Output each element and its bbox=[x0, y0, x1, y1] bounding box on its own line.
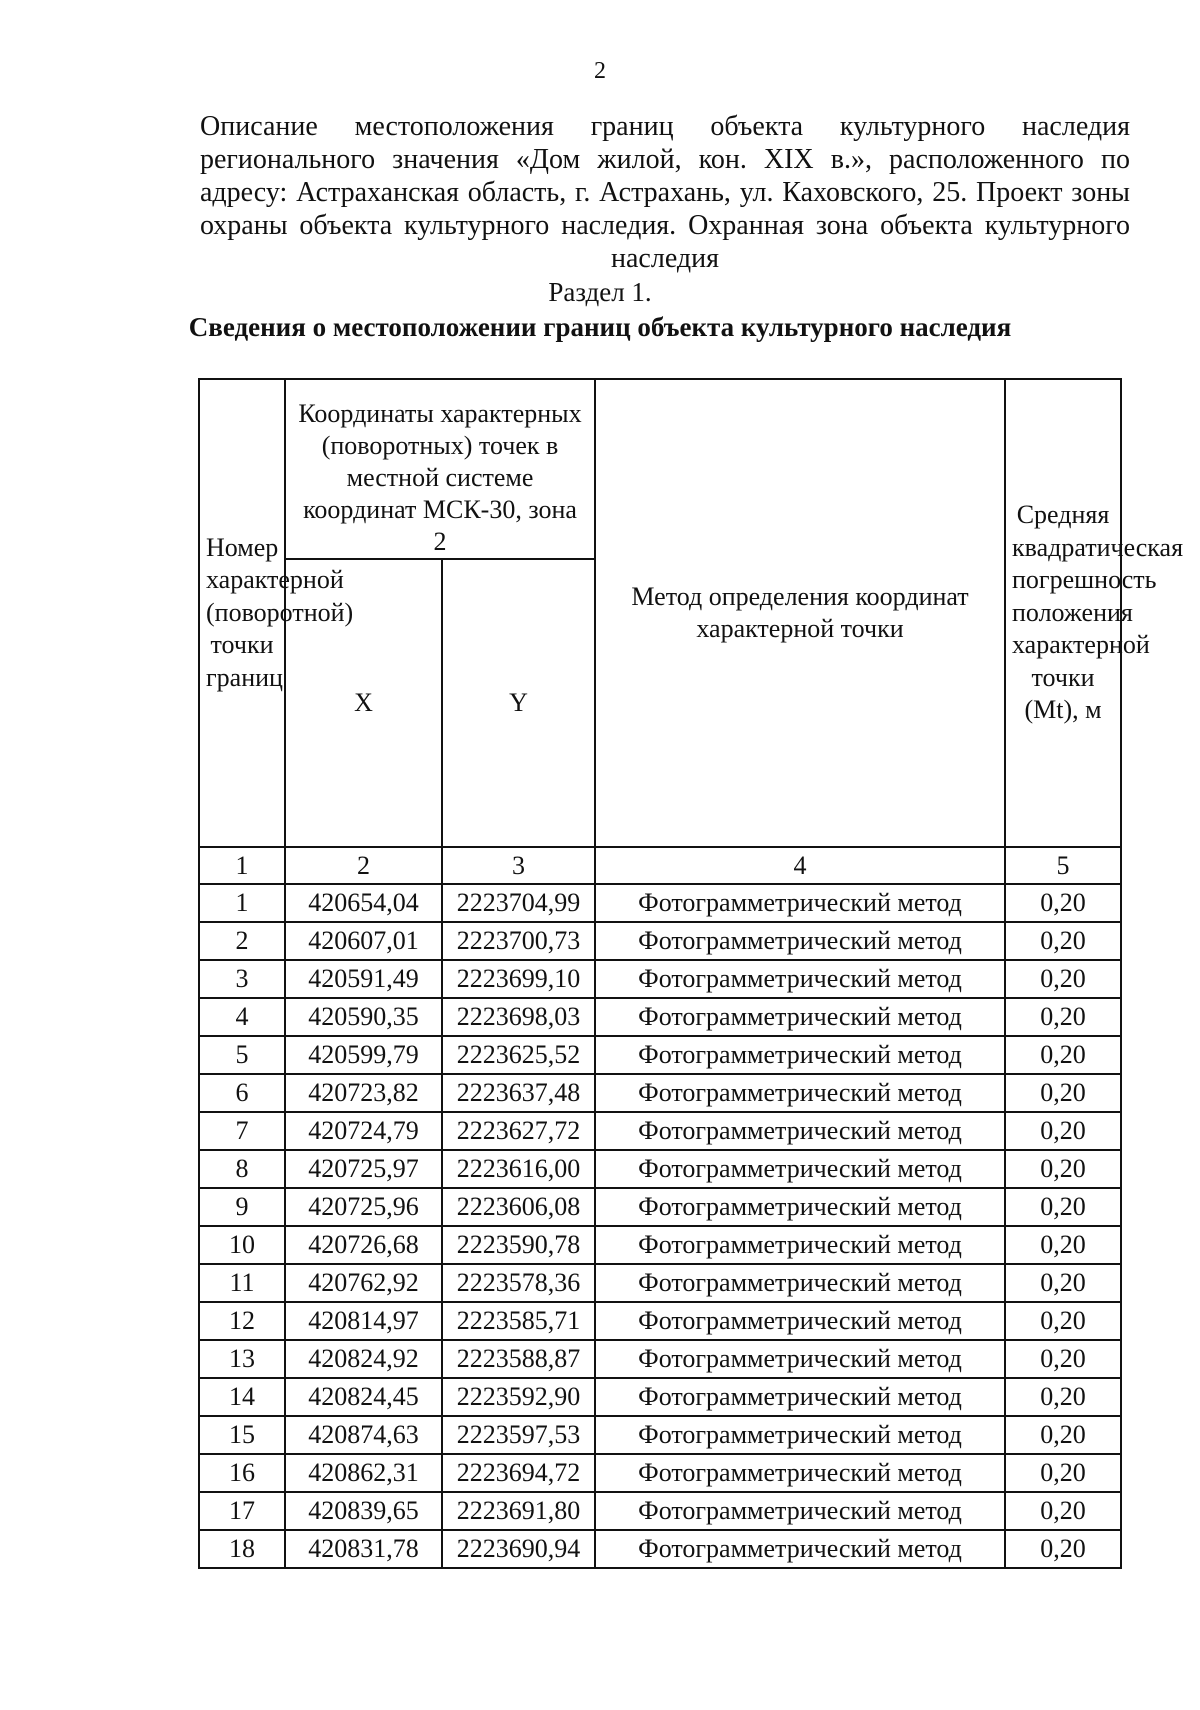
header-coordinates-text: Координаты характерных (поворотных) точек в местной системе координат МСК-30, зона 2 bbox=[298, 399, 582, 556]
x-coordinate-cell: 420590,35 bbox=[285, 998, 442, 1036]
point-number-cell: 6 bbox=[199, 1074, 285, 1112]
point-number-cell: 7 bbox=[199, 1112, 285, 1150]
y-coordinate-cell: 2223606,08 bbox=[442, 1188, 595, 1226]
error-cell: 0,20 bbox=[1005, 1454, 1121, 1492]
error-cell: 0,20 bbox=[1005, 1188, 1121, 1226]
error-cell: 0,20 bbox=[1005, 1074, 1121, 1112]
table-row bbox=[199, 1036, 1121, 1074]
section-heading: Раздел 1. bbox=[548, 277, 652, 307]
point-number-cell: 3 bbox=[199, 960, 285, 998]
x-coordinate-cell: 420874,63 bbox=[285, 1416, 442, 1454]
y-coordinate-cell: 2223699,10 bbox=[442, 960, 595, 998]
method-cell: Фотограмметрический метод bbox=[595, 1302, 1005, 1340]
coordinates-table bbox=[198, 378, 1184, 1569]
x-coordinate-cell: 420724,79 bbox=[285, 1112, 442, 1150]
method-cell: Фотограмметрический метод bbox=[595, 1074, 1005, 1112]
column-number: 4 bbox=[595, 847, 1005, 884]
table-row bbox=[199, 1226, 1121, 1264]
method-cell: Фотограмметрический метод bbox=[595, 1036, 1005, 1074]
method-cell: Фотограмметрический метод bbox=[595, 1226, 1005, 1264]
point-number-cell: 10 bbox=[199, 1226, 285, 1264]
document-title: Описание местоположения границ объекта культурного наследия регионального значения «Дом жилой, кон. XIX в.», расположенного по адресу: Астраханская область, г. Астрахань, ул. Каховского, 25. Проект зоны охраны объекта культурного наследия. Охранная зона объекта культурного наследия bbox=[200, 111, 1130, 274]
table-row bbox=[199, 960, 1121, 998]
method-cell: Фотограмметрический метод bbox=[595, 1264, 1005, 1302]
point-number-cell: 18 bbox=[199, 1530, 285, 1568]
x-coordinate-cell: 420725,97 bbox=[285, 1150, 442, 1188]
y-coordinate-cell: 2223700,73 bbox=[442, 922, 595, 960]
table-row bbox=[199, 1530, 1121, 1568]
header-coordinates bbox=[285, 379, 595, 559]
x-coordinate-cell: 420599,79 bbox=[285, 1036, 442, 1074]
method-cell: Фотограмметрический метод bbox=[595, 1492, 1005, 1530]
error-cell: 0,20 bbox=[1005, 1264, 1121, 1302]
method-cell: Фотограмметрический метод bbox=[595, 884, 1005, 922]
y-coordinate-cell: 2223704,99 bbox=[442, 884, 595, 922]
point-number-cell: 2 bbox=[199, 922, 285, 960]
header-error bbox=[1005, 379, 1184, 847]
point-number-cell: 5 bbox=[199, 1036, 285, 1074]
x-coordinate-cell: 420725,96 bbox=[285, 1188, 442, 1226]
x-coordinate-cell: 420862,31 bbox=[285, 1454, 442, 1492]
y-coordinate-cell: 2223616,00 bbox=[442, 1150, 595, 1188]
y-coordinate-cell: 2223627,72 bbox=[442, 1112, 595, 1150]
method-cell: Фотограмметрический метод bbox=[595, 1150, 1005, 1188]
header-point-number bbox=[199, 379, 354, 847]
method-cell: Фотограмметрический метод bbox=[595, 1340, 1005, 1378]
error-cell: 0,20 bbox=[1005, 1416, 1121, 1454]
column-number: 5 bbox=[1005, 847, 1121, 884]
point-number-cell: 12 bbox=[199, 1302, 285, 1340]
point-number-cell: 9 bbox=[199, 1188, 285, 1226]
point-number-cell: 16 bbox=[199, 1454, 285, 1492]
header-point-number-text: Номер характерной (поворотной) точки границ bbox=[206, 532, 354, 692]
header-y: Y bbox=[442, 559, 595, 847]
y-coordinate-cell: 2223578,36 bbox=[442, 1264, 595, 1302]
table-header-row bbox=[199, 379, 1121, 559]
error-cell: 0,20 bbox=[1005, 1340, 1121, 1378]
point-number-cell: 15 bbox=[199, 1416, 285, 1454]
x-coordinate-cell: 420824,45 bbox=[285, 1378, 442, 1416]
error-cell: 0,20 bbox=[1005, 1302, 1121, 1340]
table-row bbox=[199, 1416, 1121, 1454]
table-row bbox=[199, 1492, 1121, 1530]
table-row bbox=[199, 1074, 1121, 1112]
point-number-cell: 1 bbox=[199, 884, 285, 922]
y-coordinate-cell: 2223698,03 bbox=[442, 998, 595, 1036]
point-number-cell: 11 bbox=[199, 1264, 285, 1302]
column-number: 2 bbox=[285, 847, 442, 884]
method-cell: Фотограмметрический метод bbox=[595, 1454, 1005, 1492]
table-row bbox=[199, 1264, 1121, 1302]
error-cell: 0,20 bbox=[1005, 1226, 1121, 1264]
y-coordinate-cell: 2223637,48 bbox=[442, 1074, 595, 1112]
x-coordinate-cell: 420607,01 bbox=[285, 922, 442, 960]
y-coordinate-cell: 2223585,71 bbox=[442, 1302, 595, 1340]
table-row bbox=[199, 998, 1121, 1036]
header-method-text: Метод определения координат характерной точки bbox=[631, 582, 969, 643]
method-cell: Фотограмметрический метод bbox=[595, 1112, 1005, 1150]
column-number: 1 bbox=[199, 847, 285, 884]
table-row bbox=[199, 1188, 1121, 1226]
y-coordinate-cell: 2223590,78 bbox=[442, 1226, 595, 1264]
method-cell: Фотограмметрический метод bbox=[595, 1188, 1005, 1226]
x-coordinate-cell: 420762,92 bbox=[285, 1264, 442, 1302]
error-cell: 0,20 bbox=[1005, 960, 1121, 998]
x-coordinate-cell: 420839,65 bbox=[285, 1492, 442, 1530]
table-row bbox=[199, 1378, 1121, 1416]
table-row bbox=[199, 1454, 1121, 1492]
x-coordinate-cell: 420814,97 bbox=[285, 1302, 442, 1340]
table-row bbox=[199, 1340, 1121, 1378]
point-number-cell: 4 bbox=[199, 998, 285, 1036]
method-cell: Фотограмметрический метод bbox=[595, 922, 1005, 960]
x-coordinate-cell: 420654,04 bbox=[285, 884, 442, 922]
error-cell: 0,20 bbox=[1005, 922, 1121, 960]
column-number: 3 bbox=[442, 847, 595, 884]
x-coordinate-cell: 420726,68 bbox=[285, 1226, 442, 1264]
y-coordinate-cell: 2223588,87 bbox=[442, 1340, 595, 1378]
y-coordinate-cell: 2223625,52 bbox=[442, 1036, 595, 1074]
error-cell: 0,20 bbox=[1005, 1112, 1121, 1150]
error-cell: 0,20 bbox=[1005, 1150, 1121, 1188]
error-cell: 0,20 bbox=[1005, 1378, 1121, 1416]
y-coordinate-cell: 2223597,53 bbox=[442, 1416, 595, 1454]
point-number-cell: 17 bbox=[199, 1492, 285, 1530]
header-error-text: Средняя квадратическая погрешность положения характерной точки (Mt), м bbox=[1012, 500, 1184, 725]
method-cell: Фотограмметрический метод bbox=[595, 1530, 1005, 1568]
header-method bbox=[595, 379, 1005, 847]
point-number-cell: 8 bbox=[199, 1150, 285, 1188]
y-coordinate-cell: 2223690,94 bbox=[442, 1530, 595, 1568]
y-coordinate-cell: 2223694,72 bbox=[442, 1454, 595, 1492]
error-cell: 0,20 bbox=[1005, 1492, 1121, 1530]
method-cell: Фотограмметрический метод bbox=[595, 1416, 1005, 1454]
header-x: X bbox=[285, 559, 442, 847]
method-cell: Фотограмметрический метод bbox=[595, 960, 1005, 998]
error-cell: 0,20 bbox=[1005, 1036, 1121, 1074]
point-number-cell: 13 bbox=[199, 1340, 285, 1378]
method-cell: Фотограмметрический метод bbox=[595, 1378, 1005, 1416]
table-row bbox=[199, 1112, 1121, 1150]
table-row bbox=[199, 1302, 1121, 1340]
y-coordinate-cell: 2223592,90 bbox=[442, 1378, 595, 1416]
error-cell: 0,20 bbox=[1005, 1530, 1121, 1568]
x-coordinate-cell: 420824,92 bbox=[285, 1340, 442, 1378]
y-coordinate-cell: 2223691,80 bbox=[442, 1492, 595, 1530]
page-number: 2 bbox=[594, 58, 606, 84]
column-number-row bbox=[199, 847, 1121, 884]
table-row bbox=[199, 922, 1121, 960]
error-cell: 0,20 bbox=[1005, 884, 1121, 922]
x-coordinate-cell: 420831,78 bbox=[285, 1530, 442, 1568]
section-name: Сведения о местоположении границ объекта культурного наследия bbox=[188, 312, 1012, 342]
point-number-cell: 14 bbox=[199, 1378, 285, 1416]
error-cell: 0,20 bbox=[1005, 998, 1121, 1036]
table-row bbox=[199, 884, 1121, 922]
x-coordinate-cell: 420723,82 bbox=[285, 1074, 442, 1112]
table-row bbox=[199, 1150, 1121, 1188]
method-cell: Фотограмметрический метод bbox=[595, 998, 1005, 1036]
x-coordinate-cell: 420591,49 bbox=[285, 960, 442, 998]
